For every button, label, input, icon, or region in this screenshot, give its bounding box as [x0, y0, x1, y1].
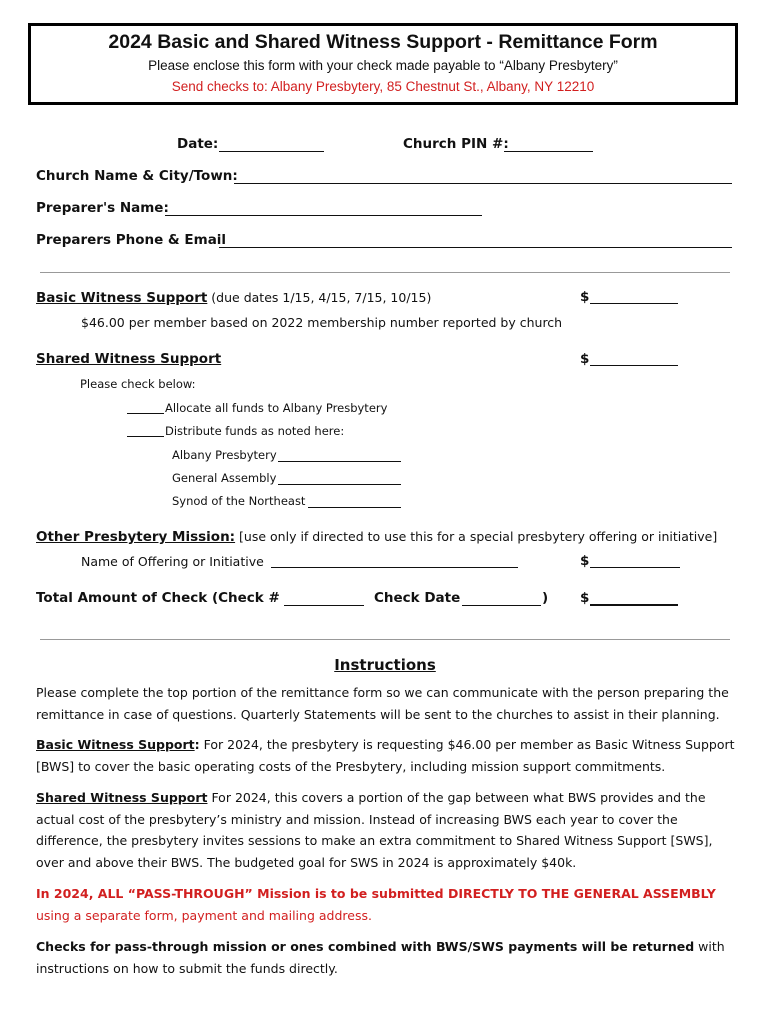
dist-albany-field[interactable] [278, 461, 401, 462]
total-dollar-sign: $ [580, 590, 590, 606]
dist-ga-field[interactable] [278, 484, 401, 485]
shared-witness-title: Shared Witness Support [36, 351, 222, 367]
returned-checks-rest: with instructions on how to submit the funds directly. [36, 939, 725, 976]
offering-name-label: Name of Offering or Initiative [81, 554, 264, 569]
instructions-intro: Please complete the top portion of the remittance form so we can communicate with the person preparing the remittance in case of questions. Quarterly Statements will be sent to the churches to assist in their planning. [36, 685, 729, 722]
instructions-shared [36, 787, 736, 873]
dist-synod-field[interactable] [308, 507, 401, 508]
instructions-pass-through [36, 883, 736, 926]
other-amount-field[interactable] [590, 567, 680, 568]
instructions-basic-text: For 2024, the presbytery is requesting $46.00 per member as Basic Witness Support [BWS] to cover the basic operating costs of the Presbytery, including mission support commitments. [36, 737, 735, 774]
divider-top [40, 272, 730, 273]
form-subtitle: Please enclose this form with your check made payable to “Albany Presbytery” [148, 58, 618, 73]
basic-witness-row [36, 289, 431, 307]
preparer-name-label: Preparer's Name: [36, 200, 169, 216]
allocate-option-label: Allocate all funds to Albany Presbytery [165, 401, 388, 415]
date-label: Date: [177, 136, 219, 152]
instructions-heading: Instructions [334, 656, 436, 674]
please-check-below: Please check below: [80, 377, 196, 391]
divider-bottom [40, 639, 730, 640]
distribute-option-label: Distribute funds as noted here: [165, 424, 345, 438]
total-check-label: Total Amount of Check (Check # [36, 590, 280, 606]
other-dollar-sign: $ [580, 553, 590, 569]
dist-synod-label: Synod of the Northeast [172, 494, 306, 508]
check-date-field[interactable] [462, 605, 541, 606]
instructions-basic-title: Basic Witness Support [36, 737, 195, 752]
form-title: 2024 Basic and Shared Witness Support - Remittance Form [108, 31, 658, 53]
basic-witness-due: (due dates 1/15, 4/15, 7/15, 10/15) [207, 290, 432, 305]
church-pin-label: Church PIN #: [403, 136, 509, 152]
instructions-shared-title: Shared Witness Support [36, 790, 208, 805]
instructions-basic-colon: : [194, 737, 200, 752]
pass-through-bold: In 2024, ALL “PASS-THROUGH” Mission is to be submitted DIRECTLY TO THE GENERAL ASSEMBLY [36, 886, 716, 901]
instructions-basic [36, 734, 736, 777]
basic-amount-field[interactable] [590, 303, 678, 304]
check-close-paren: ) [542, 590, 549, 606]
basic-dollar-sign: $ [580, 289, 590, 305]
shared-dollar-sign: $ [580, 351, 590, 367]
mailing-address: Send checks to: Albany Presbytery, 85 Chestnut St., Albany, NY 12210 [171, 79, 595, 94]
total-amount-field[interactable] [590, 604, 678, 606]
allocate-checkbox[interactable] [127, 413, 164, 414]
date-field[interactable] [219, 151, 324, 152]
dist-albany-label: Albany Presbytery [172, 448, 277, 462]
offering-name-field[interactable] [271, 567, 518, 568]
check-date-label: Check Date [374, 590, 461, 606]
returned-checks-bold: Checks for pass-through mission or ones combined with BWS/SWS payments will be returned [36, 939, 695, 954]
basic-witness-title: Basic Witness Support [36, 290, 208, 306]
preparer-name-field[interactable] [165, 215, 482, 216]
church-name-field[interactable] [234, 183, 732, 184]
instructions-returned-checks [36, 936, 736, 979]
basic-witness-note: $46.00 per member based on 2022 membership number reported by church [81, 315, 563, 330]
shared-amount-field[interactable] [590, 365, 678, 366]
distribute-checkbox[interactable] [127, 436, 164, 437]
check-number-field[interactable] [284, 605, 364, 606]
form-header [28, 23, 738, 105]
other-mission-row [36, 528, 717, 546]
preparer-contact-field[interactable] [219, 247, 732, 248]
other-mission-title: Other Presbytery Mission: [36, 529, 236, 545]
preparer-contact-label: Preparers Phone & Email [36, 232, 227, 248]
pass-through-rest: using a separate form, payment and mailing address. [36, 907, 372, 923]
church-name-label: Church Name & City/Town: [36, 168, 238, 184]
dist-ga-label: General Assembly [172, 471, 277, 485]
other-mission-desc: [use only if directed to use this for a special presbytery offering or initiative] [235, 529, 718, 544]
church-pin-field[interactable] [504, 151, 593, 152]
instructions-shared-text: For 2024, this covers a portion of the gap between what BWS provides and the actual cost of the presbytery’s ministry and mission. Instead of increasing BWS each year to cover the difference, the presbytery invites sessions to make an extra commitment to Shared Witness Support [SWS], over and above their BWS. The budgeted goal for SWS in 2024 is approximately $40k. [36, 790, 713, 870]
